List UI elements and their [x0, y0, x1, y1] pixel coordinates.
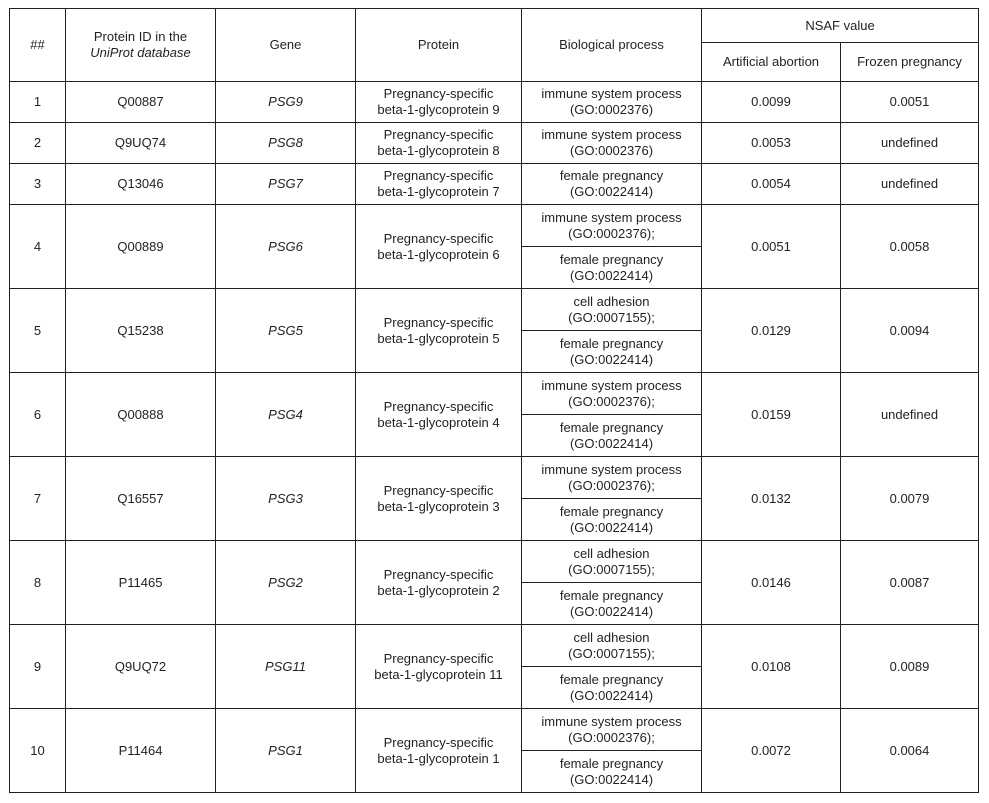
- cell-protein-id: P11464: [66, 709, 216, 793]
- cell-artificial-abortion: 0.0053: [702, 123, 841, 164]
- cell-frozen-pregnancy: 0.0089: [841, 625, 979, 709]
- bio-process-name: cell adhesion: [573, 293, 650, 309]
- bio-process-name: female pregnancy: [559, 587, 664, 603]
- bio-process-name: cell adhesion: [573, 545, 650, 561]
- cell-protein-id: Q13046: [66, 164, 216, 205]
- protein-line2: beta-1-glycoprotein 1: [377, 750, 500, 766]
- cell-protein: [356, 373, 522, 457]
- bio-process-name: immune system process: [541, 461, 682, 477]
- bio-process-go: (GO:0002376): [569, 102, 654, 117]
- cell-bio-process: [522, 205, 702, 247]
- bio-process-go: (GO:0022414): [569, 519, 654, 535]
- cell-artificial-abortion: 0.0108: [702, 625, 841, 709]
- cell-frozen-pregnancy: 0.0087: [841, 541, 979, 625]
- cell-gene: PSG1: [216, 709, 356, 793]
- cell-protein: [356, 82, 522, 123]
- bio-process-name: female pregnancy: [559, 335, 664, 351]
- cell-artificial-abortion: 0.0051: [702, 205, 841, 289]
- cell-num: 9: [10, 625, 66, 709]
- protein-line2: beta-1-glycoprotein 9: [377, 102, 500, 117]
- protein-line1: Pregnancy-specific: [383, 230, 494, 246]
- table-row: [10, 457, 979, 499]
- protein-line2: beta-1-glycoprotein 11: [374, 666, 503, 682]
- bio-process-name: female pregnancy: [559, 671, 664, 687]
- cell-frozen-pregnancy: undefined: [841, 164, 979, 205]
- bio-process-name: female pregnancy: [559, 419, 664, 435]
- bio-process-name: immune system process: [541, 377, 682, 393]
- protein-line1: Pregnancy-specific: [383, 314, 494, 330]
- bio-process-go: (GO:0022414): [569, 435, 654, 451]
- bio-process-go: (GO:0002376);: [568, 729, 655, 745]
- cell-bio-process: [522, 499, 702, 541]
- cell-num: 8: [10, 541, 66, 625]
- cell-bio-process: [522, 331, 702, 373]
- cell-protein: [356, 709, 522, 793]
- cell-bio-process: [522, 289, 702, 331]
- cell-frozen-pregnancy: 0.0051: [841, 82, 979, 123]
- header-num: ##: [10, 9, 66, 82]
- table-row: [10, 164, 979, 205]
- bio-process-go: (GO:0002376);: [568, 225, 655, 241]
- table-row: [10, 709, 979, 751]
- cell-protein-id: Q00889: [66, 205, 216, 289]
- bio-process-go: (GO:0022414): [569, 351, 654, 367]
- cell-artificial-abortion: 0.0072: [702, 709, 841, 793]
- cell-frozen-pregnancy: 0.0079: [841, 457, 979, 541]
- table-row: [10, 123, 979, 164]
- protein-line1: Pregnancy-specific: [383, 734, 494, 750]
- cell-gene: PSG8: [216, 123, 356, 164]
- cell-bio-process: [522, 82, 702, 123]
- table-row: [10, 82, 979, 123]
- cell-bio-process: [522, 751, 702, 793]
- bio-process-name: immune system process: [541, 86, 682, 101]
- header-protein-id-line2: UniProt database: [90, 45, 191, 60]
- header-gene: Gene: [216, 9, 356, 82]
- bio-process-go: (GO:0007155);: [568, 645, 655, 661]
- cell-bio-process: [522, 709, 702, 751]
- cell-num: 4: [10, 205, 66, 289]
- cell-bio-process: [522, 667, 702, 709]
- header-biological-process: Biological process: [522, 9, 702, 82]
- bio-process-name: female pregnancy: [559, 755, 664, 771]
- cell-artificial-abortion: 0.0054: [702, 164, 841, 205]
- bio-process-name: immune system process: [541, 713, 682, 729]
- cell-artificial-abortion: 0.0146: [702, 541, 841, 625]
- bio-process-go: (GO:0002376);: [568, 393, 655, 409]
- cell-bio-process: [522, 164, 702, 205]
- cell-protein-id: Q15238: [66, 289, 216, 373]
- cell-protein: [356, 625, 522, 709]
- cell-frozen-pregnancy: 0.0094: [841, 289, 979, 373]
- cell-gene: PSG4: [216, 373, 356, 457]
- cell-protein: [356, 289, 522, 373]
- cell-gene: PSG2: [216, 541, 356, 625]
- bio-process-go: (GO:0022414): [569, 267, 654, 283]
- bio-process-name: female pregnancy: [559, 251, 664, 267]
- bio-process-name: immune system process: [541, 209, 682, 225]
- header-protein-id-line1: Protein ID in the: [93, 29, 188, 44]
- protein-line2: beta-1-glycoprotein 7: [377, 184, 500, 199]
- cell-protein-id: Q9UQ74: [66, 123, 216, 164]
- protein-line1: Pregnancy-specific: [383, 168, 494, 183]
- table-row: [10, 289, 979, 331]
- cell-protein-id: Q00887: [66, 82, 216, 123]
- bio-process-name: immune system process: [541, 127, 682, 142]
- header-protein: Protein: [356, 9, 522, 82]
- header-nsaf: NSAF value: [702, 9, 979, 43]
- cell-bio-process: [522, 373, 702, 415]
- cell-num: 1: [10, 82, 66, 123]
- cell-protein: [356, 457, 522, 541]
- protein-line1: Pregnancy-specific: [383, 127, 494, 142]
- cell-frozen-pregnancy: 0.0064: [841, 709, 979, 793]
- table-row: [10, 625, 979, 667]
- cell-artificial-abortion: 0.0132: [702, 457, 841, 541]
- bio-process-go: (GO:0022414): [569, 687, 654, 703]
- cell-num: 3: [10, 164, 66, 205]
- cell-bio-process: [522, 247, 702, 289]
- protein-line1: Pregnancy-specific: [383, 398, 494, 414]
- bio-process-name: cell adhesion: [573, 629, 650, 645]
- cell-bio-process: [522, 415, 702, 457]
- protein-line2: beta-1-glycoprotein 5: [377, 330, 500, 346]
- bio-process-go: (GO:0022414): [569, 771, 654, 787]
- cell-gene: PSG9: [216, 82, 356, 123]
- table-row: [10, 205, 979, 247]
- cell-bio-process: [522, 541, 702, 583]
- cell-bio-process: [522, 625, 702, 667]
- protein-line2: beta-1-glycoprotein 2: [377, 582, 500, 598]
- bio-process-go: (GO:0022414): [569, 184, 654, 199]
- cell-protein-id: Q00888: [66, 373, 216, 457]
- cell-protein-id: Q16557: [66, 457, 216, 541]
- cell-gene: PSG3: [216, 457, 356, 541]
- protein-line1: Pregnancy-specific: [383, 566, 494, 582]
- bio-process-go: (GO:0007155);: [568, 309, 655, 325]
- cell-bio-process: [522, 583, 702, 625]
- cell-bio-process: [522, 457, 702, 499]
- cell-num: 6: [10, 373, 66, 457]
- bio-process-go: (GO:0002376): [569, 143, 654, 158]
- cell-protein: [356, 541, 522, 625]
- cell-num: 10: [10, 709, 66, 793]
- bio-process-go: (GO:0022414): [569, 603, 654, 619]
- cell-artificial-abortion: 0.0129: [702, 289, 841, 373]
- cell-gene: PSG11: [216, 625, 356, 709]
- cell-frozen-pregnancy: 0.0058: [841, 205, 979, 289]
- nsaf-table: [9, 8, 979, 793]
- cell-frozen-pregnancy: undefined: [841, 373, 979, 457]
- bio-process-name: female pregnancy: [559, 168, 664, 183]
- bio-process-go: (GO:0002376);: [568, 477, 655, 493]
- cell-num: 7: [10, 457, 66, 541]
- cell-artificial-abortion: 0.0099: [702, 82, 841, 123]
- cell-protein: [356, 164, 522, 205]
- protein-line1: Pregnancy-specific: [383, 650, 494, 666]
- header-protein-id: [66, 9, 216, 82]
- cell-artificial-abortion: 0.0159: [702, 373, 841, 457]
- protein-line1: Pregnancy-specific: [383, 482, 494, 498]
- cell-gene: PSG5: [216, 289, 356, 373]
- bio-process-go: (GO:0007155);: [568, 561, 655, 577]
- table-row: [10, 541, 979, 583]
- cell-frozen-pregnancy: undefined: [841, 123, 979, 164]
- cell-protein: [356, 205, 522, 289]
- protein-line2: beta-1-glycoprotein 4: [377, 414, 500, 430]
- cell-protein: [356, 123, 522, 164]
- protein-line2: beta-1-glycoprotein 8: [377, 143, 500, 158]
- table-row: [10, 373, 979, 415]
- bio-process-name: female pregnancy: [559, 503, 664, 519]
- protein-line2: beta-1-glycoprotein 6: [377, 246, 500, 262]
- protein-line2: beta-1-glycoprotein 3: [377, 498, 500, 514]
- protein-line1: Pregnancy-specific: [383, 86, 494, 101]
- cell-protein-id: P11465: [66, 541, 216, 625]
- header-artificial-abortion: Artificial abortion: [702, 43, 841, 82]
- cell-gene: PSG6: [216, 205, 356, 289]
- cell-protein-id: Q9UQ72: [66, 625, 216, 709]
- header-frozen-pregnancy: Frozen pregnancy: [841, 43, 979, 82]
- cell-bio-process: [522, 123, 702, 164]
- cell-num: 5: [10, 289, 66, 373]
- cell-gene: PSG7: [216, 164, 356, 205]
- cell-num: 2: [10, 123, 66, 164]
